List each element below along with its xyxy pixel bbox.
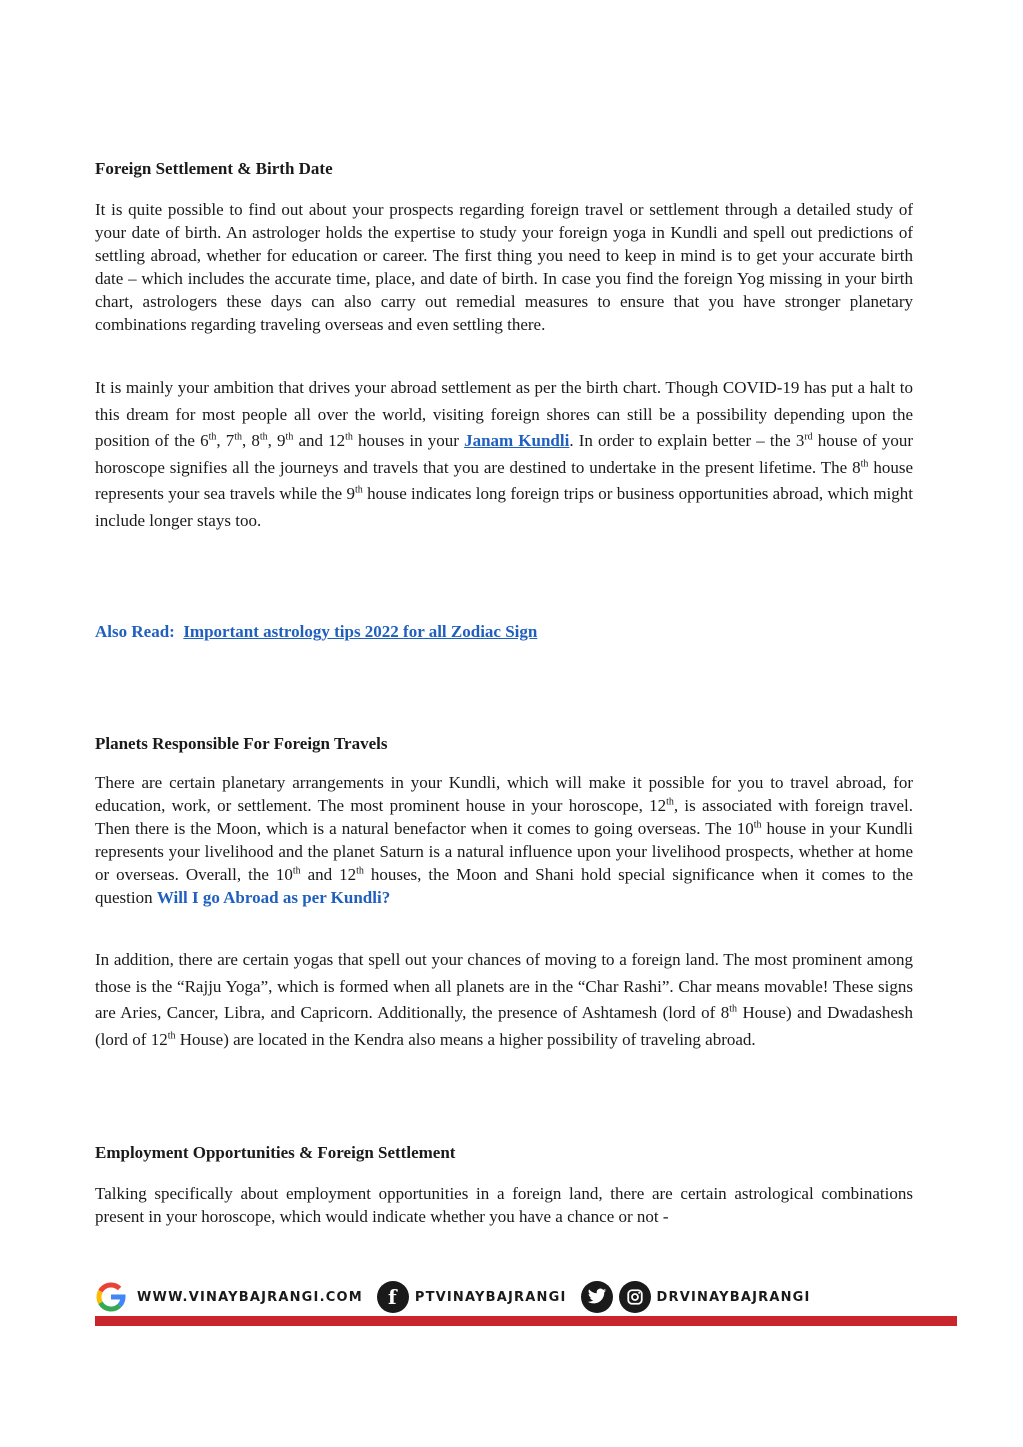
also-read-line: [95, 622, 537, 642]
paragraph-planets-1: There are certain planetary arrangements in your Kundli, which will make it possible for you to travel abroad, for education, work, or settlement. The most prominent house in your horoscope, 12th, is associated with foreign travel. Then there is the Moon, which is a natural benefactor when it comes to going overseas. The 10th house in your Kundli represents your livelihood and the planet Saturn is a natural influence upon your livelihood prospects, whether at home or overseas. Overall, the 10th and 12th houses, the Moon and Shani hold special significance when it comes to the question Will I go Abroad as per Kundli?: [95, 773, 914, 907]
footer-band: [95, 1279, 957, 1315]
footer-website[interactable]: [95, 1281, 363, 1313]
will-i-go-abroad-link[interactable]: Will I go Abroad as per Kundli?: [156, 888, 391, 907]
janam-kundli-link[interactable]: Janam Kundli: [464, 431, 570, 450]
heading-employment-opportunities: Employment Opportunities & Foreign Settlement: [95, 1143, 456, 1162]
paragraph-foreign-settlement-1: It is quite possible to find out about your prospects regarding foreign travel or settlement through a detailed study of your date of birth. An astrologer holds the expertise to study your foreign yoga in Kundli and spell out predictions of settling abroad, whether for education or career. The first thing you need to keep in mind is to get your accurate birth date – which includes the accurate time, place, and date of birth. In case you find the foreign Yog missing in your birth chart, astrologers these days can also carry out remedial measures to ensure that you have stronger planetary combinations regarding traveling overseas and even settling there.: [95, 200, 913, 334]
website-text: WWW.VINAYBAJRANGI.COM: [137, 1289, 363, 1305]
facebook-text: PTVINAYBAJRANGI: [414, 1289, 567, 1305]
footer-red-bar: [95, 1316, 957, 1326]
instagram-icon: [619, 1281, 651, 1313]
google-icon: [95, 1281, 127, 1313]
paragraph-foreign-settlement-2: It is mainly your ambition that drives your abroad settlement as per the birth chart. Though COVID-19 has put a halt to this dream for most people all over the world, visiting foreign shores can still be a possibility depending upon the position of the 6th, 7th, 8th, 9th and 12th houses in your Janam Kundli. In order to explain better – the 3rd house of your horoscope signifies all the journeys and travels that you are destined to undertake in the present lifetime. The 8th house represents your sea travels while the 9th house indicates long foreign trips or business opportunities abroad, which might include longer stays too.: [95, 378, 914, 530]
facebook-icon: f: [377, 1281, 409, 1313]
footer-facebook[interactable]: [377, 1281, 567, 1313]
also-read-label: Also Read:: [95, 622, 175, 641]
paragraph-planets-2: In addition, there are certain yogas that spell out your chances of moving to a foreign land. The most prominent among those is the “Rajju Yoga”, which is formed when all planets are in the “Char Rashi”. Char means movable! These signs are Aries, Cancer, Libra, and Capricorn. Additionally, the presence of Ashtamesh (lord of 8th House) and Dwadashesh (lord of 12th House) are located in the Kendra also means a higher possibility of traveling abroad.: [95, 950, 913, 1049]
heading-planets-responsible: Planets Responsible For Foreign Travels: [95, 734, 388, 753]
heading-foreign-settlement: Foreign Settlement & Birth Date: [95, 159, 333, 178]
footer-twitter-instagram[interactable]: [581, 1281, 811, 1313]
astrology-tips-link[interactable]: Important astrology tips 2022 for all Zodiac Sign: [183, 622, 538, 641]
twitter-icon: [581, 1281, 613, 1313]
footer-banner: [95, 1279, 957, 1326]
twitter-instagram-text: DRVINAYBAJRANGI: [656, 1289, 811, 1305]
paragraph-employment-1: Talking specifically about employment opportunities in a foreign land, there are certain astrological combinations present in your horoscope, which would indicate whether you have a chance or not -: [95, 1184, 913, 1226]
